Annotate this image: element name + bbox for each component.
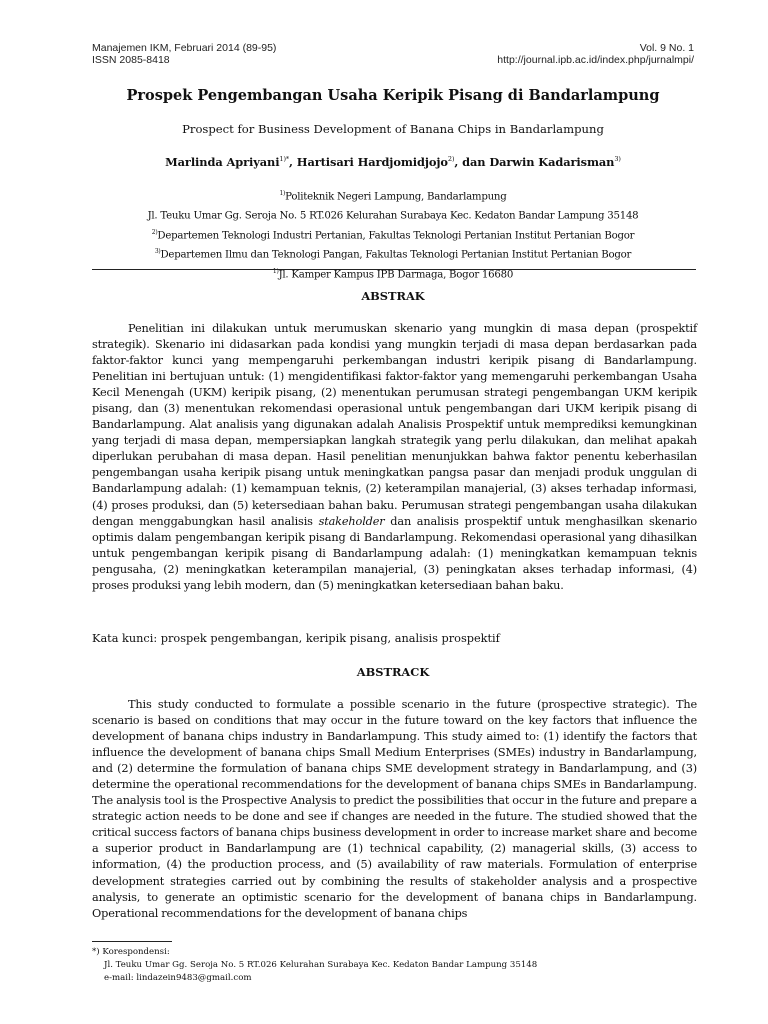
paper-title: Prospek Pengembangan Usaha Keripik Pisang di Bandarlampung [126, 87, 660, 104]
abstrak-heading: ABSTRAK [361, 289, 425, 303]
author-name: Marlinda Apriyani [165, 155, 280, 169]
affiliation-sup: 1) [272, 267, 279, 275]
volume-issue: Vol. 9 No. 1 [639, 42, 694, 54]
affiliation-text: Departemen Ilmu dan Teknologi Pangan, Fakultas Teknologi Pertanian Institut Pertanian Bogor [160, 249, 632, 261]
author-sup: 2) [447, 155, 455, 164]
affiliation-text: Jl. Kamper Kampus IPB Darmaga, Bogor 16680 [278, 268, 514, 280]
affiliation-line [92, 244, 694, 263]
affiliation-sup: 1) [279, 190, 286, 197]
affiliation-text: Politeknik Negeri Lampung, Bandarlampung [285, 191, 507, 203]
abstrak-italic-term: stakeholder [318, 514, 385, 528]
affiliation-line [92, 225, 694, 244]
journal-citation: Manajemen IKM, Februari 2014 (89-95) [92, 42, 277, 54]
author-name: Darwin Kadarisman [489, 155, 615, 169]
abstrack-heading: ABSTRACK [356, 665, 430, 679]
footnote-label: *) Korespondensi: [92, 947, 170, 957]
section-divider [92, 269, 696, 270]
author-sup: 3) [614, 155, 621, 164]
running-header-left [92, 42, 276, 66]
affiliation-line [92, 205, 694, 224]
abstrak-text: dan analisis prospektif untuk menghasilkan skenario optimis dalam pengembangan keripik pisang di Bandarlampung. Rekomendasi operasional yang dihasilkan untuk pengembangan keripik pisang di Bandarlampung adalah: (1) meningkatkan kemampuan teknis pengusaha, (2) meningkatkan keterampilan manajerial, (3) peningkatan akses terhadap informasi, (4) proses produksi yang lebih modern, dan (5) meningkatkan ketersediaan bahan baku. [92, 514, 697, 592]
footnote-address: Jl. Teuku Umar Gg. Seroja No. 5 RT.026 Kelurahan Surabaya Kec. Kedaton Bandar Lampung 35148 [104, 960, 538, 970]
paper-subtitle: Prospect for Business Development of Banana Chips in Bandarlampung [182, 122, 604, 136]
footnote [92, 946, 537, 985]
footnote-email[interactable]: e-mail: lindazein9483@gmail.com [104, 973, 252, 983]
affiliation-line [92, 186, 694, 205]
author-name: Hartisari Hardjomidjojo [296, 155, 448, 169]
footnote-divider [92, 941, 172, 942]
author-sup: 1)* [279, 155, 290, 164]
keywords: Kata kunci: prospek pengembangan, keripik pisang, analisis prospektif [92, 632, 500, 645]
journal-url[interactable]: http://journal.ipb.ac.id/index.php/jurnalmpi/ [497, 54, 694, 66]
abstrak-body [92, 321, 697, 594]
issn: ISSN 2085-8418 [92, 54, 170, 66]
affiliation-text: Jl. Teuku Umar Gg. Seroja No. 5 RT.026 Kelurahan Surabaya Kec. Kedaton Bandar Lampung 35148 [147, 210, 639, 222]
affiliation-text: Departemen Teknologi Industri Pertanian, Fakultas Teknologi Pertanian Institut Pertanian Bogor [157, 230, 635, 242]
affiliation-line [92, 264, 694, 283]
affiliation-sup: 2) [151, 228, 158, 236]
abstrak-text: Penelitian ini dilakukan untuk merumuskan skenario yang mungkin di masa depan (prospektif strategik). Skenario ini didasarkan pada kondisi yang mungkin terjadi di masa depan berdasarkan pada faktor-faktor kunci yang mempengaruhi perkembangan industri keripik pisang di Bandarlampung. Penelitian ini bertujuan untuk: (1) mengidentifikasi faktor-faktor yang memengaruhi perkembangan Usaha Kecil Menengah (UKM) keripik pisang, (2) menentukan perumusan strategi pengembangan UKM keripik pisang, dan (3) menentukan rekomendasi operasional untuk pengembangan dari UKM keripik pisang di Bandarlampung. Alat analisis yang digunakan adalah Analisis Prospektif untuk memprediksi kemungkinan yang terjadi di masa depan, mempersiapkan langkah strategik yang perlu dilakukan, dan melihat apakah diperlukan perubahan di masa depan. Hasil penelitian menunjukkan bahwa faktor penentu keberhasilan pengembangan usaha keripik pisang untuk meningkatkan pangsa pasar dan menjadi produk unggulan di Bandarlampung adalah: (1) kemampuan teknis, (2) keterampilan manajerial, (3) akses terhadap informasi, (4) proses produksi, dan (5) ketersediaan bahan baku. Perumusan strategi pengembangan usaha dilakukan dengan menggabungkan hasil analisis [92, 322, 697, 528]
running-header-right [497, 42, 694, 66]
author-sep: , [289, 155, 297, 169]
author-sep: , dan [454, 155, 490, 169]
abstrack-body: This study conducted to formulate a possible scenario in the future (prospective strategic). The scenario is based on conditions that may occur in the future toward on the key factors that influence the development of banana chips industry in Bandarlampung. This study aimed to: (1) identify the factors that influence the development of banana chips Small Medium Enterprises (SMEs) industry in Bandarlampung, and (2) determine the formulation of banana chips SME development strategy in Bandarlampung, and (3) determine the operational recommendations for the development of banana chips SMEs in Bandarlampung. The analysis tool is the Prospective Analysis to predict the possibilities that occur in the future and prepare a strategic action needs to be done and see if changes are needed in the future. The studied showed that the critical success factors of banana chips business development in order to increase market share and become a superior product in Bandarlampung are (1) technical capability, (2) managerial skills, (3) access to information, (4) the production process, and (5) availability of raw materials. Formulation of enterprise development strategies carried out by combining the results of stakeholder analysis and a prospective analysis, to generate an optimistic scenario for the development of banana chips in Bandarlampung. Operational recommendations for the development of banana chips [92, 698, 697, 920]
affiliation-sup: 3) [154, 248, 161, 256]
author-list [92, 155, 694, 169]
